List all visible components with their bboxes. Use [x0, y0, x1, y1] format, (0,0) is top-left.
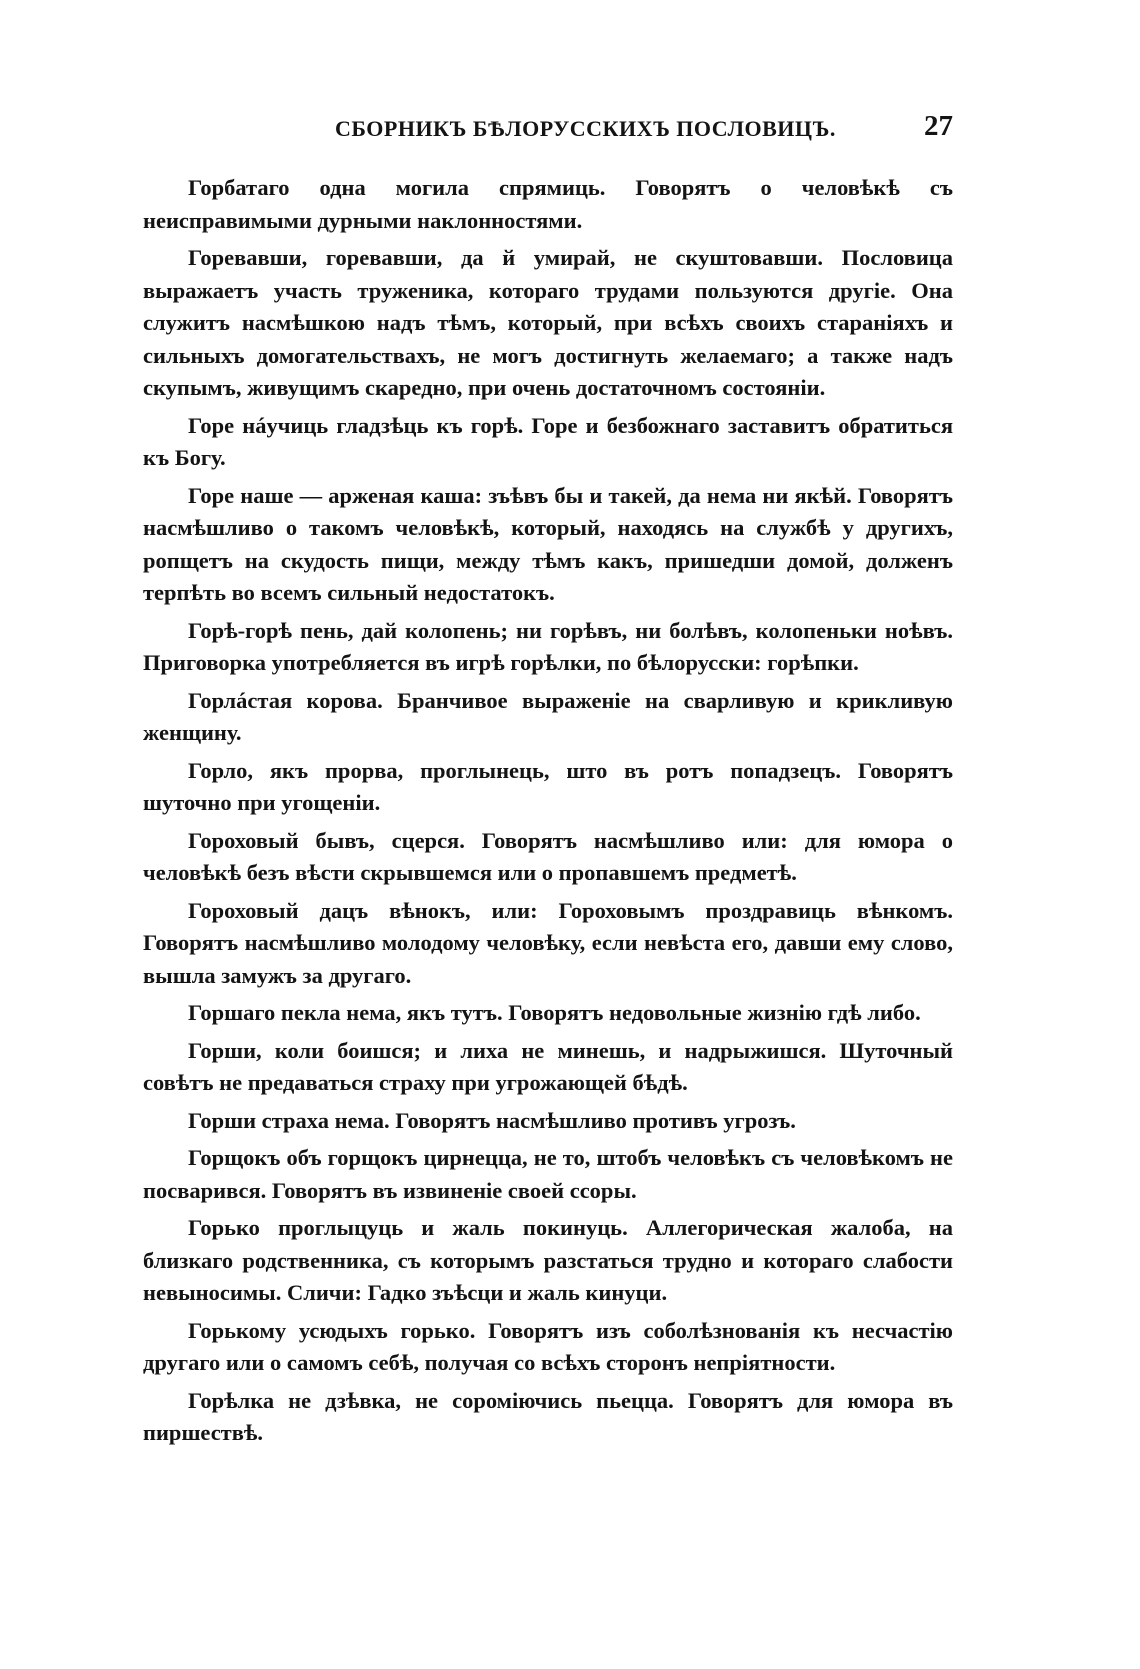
proverb-entry: Горшаго пекла нема, якъ тутъ. Говорятъ недовольные жизнію гдѣ либо. — [188, 1000, 921, 1025]
proverb-entry: Горлáстая корова. Бранчивое выраженіе на сварливую и крикливую женщину. — [143, 687, 953, 745]
proverb-entry: Горевавши, горевавши, да й умирай, не скуштовавши. Пословица выражаетъ участь труженика, котораго трудами пользуются другіе. Она служитъ насмѣшкою надъ тѣмъ, который, при всѣхъ своихъ стараніяхъ и сильныхъ домогательствахъ, не могъ достигнуть желаемаго; а также надъ скупымъ, живущимъ скаредно, при очень достаточномъ состояніи. — [143, 245, 953, 400]
proverb-entry: Горе нáучиць гладзѣць къ горѣ. Горе и безбожнаго заставитъ обратиться къ Богу. — [143, 412, 953, 470]
proverb-entry: Горло, якъ прорва, проглынець, што въ ротъ попадзецъ. Говорятъ шуточно при угощеніи. — [143, 757, 953, 815]
proverb-entry: Горши, коли боишся; и лиха не минешь, и надрыжишся. Шуточный совѣтъ не предаваться страху при угрожающей бѣдѣ. — [143, 1037, 953, 1095]
proverb-entry: Гороховый дацъ вѣнокъ, или: Гороховымъ проздравиць вѣнкомъ. Говорятъ насмѣшливо молодому человѣку, если невѣста его, давши ему слово, вышла замужъ за другаго. — [143, 897, 953, 988]
proverb-entry: Горщокъ объ горщокъ цирнецца, не то, штобъ человѣкъ съ человѣкомъ не посварився. Говорятъ въ извиненіе своей ссоры. — [143, 1145, 953, 1203]
proverb-entry: Гороховый бывъ, сцерся. Говорятъ насмѣшливо или: для юмора о человѣкѣ безъ вѣсти скрывшемся или о пропавшемъ предметѣ. — [143, 827, 953, 885]
proverb-entry: Горбатаго одна могила спрямиць. Говорятъ о человѣкѣ съ неисправимыми дурными наклонностями. — [143, 175, 953, 233]
page-number: 27 — [924, 110, 953, 142]
proverb-entry: Горько проглыцуць и жаль покинуць. Аллегорическая жалоба, на близкаго родственника, съ которымъ разстаться трудно и котораго слабости невыносимы. Сличи: Гадко зъѣсци и жаль кинуци. — [143, 1215, 953, 1305]
proverb-entry: Горѣ-горѣ пень, дай колопень; ни горѣвъ, ни болѣвъ, колопеньки ноѣвъ. Приговорка употребляется въ игрѣ горѣлки, по бѣлорусски: горѣпки. — [143, 617, 953, 675]
proverb-entry: Горькому усюдыхъ горько. Говорятъ изъ соболѣзнованія къ несчастію другаго или о самомъ себѣ, получая со всѣхъ сторонъ непріятности. — [143, 1317, 953, 1375]
proverb-entry: Горши страха нема. Говорятъ насмѣшливо противъ угрозъ. — [188, 1107, 796, 1133]
page-header — [143, 110, 953, 150]
page-body — [143, 172, 953, 1455]
running-title: СБОРНИКЪ БѢЛОРУССКИХЪ ПОСЛОВИЦЪ. — [335, 116, 836, 141]
proverb-entry: Горѣлка не дзѣвка, не сороміючись пьецца. Говорятъ для юмора въ пиршествѣ. — [143, 1387, 953, 1445]
proverb-entry: Горе наше — арженая каша: зъѣвъ бы и такей, да нема ни якѣй. Говорятъ насмѣшливо о такомъ человѣкѣ, который, находясь на службѣ у другихъ, ропщетъ на скудость пищи, между тѣмъ какъ, пришедши домой, долженъ терпѣть во всемъ сильный недостатокъ. — [143, 482, 953, 605]
